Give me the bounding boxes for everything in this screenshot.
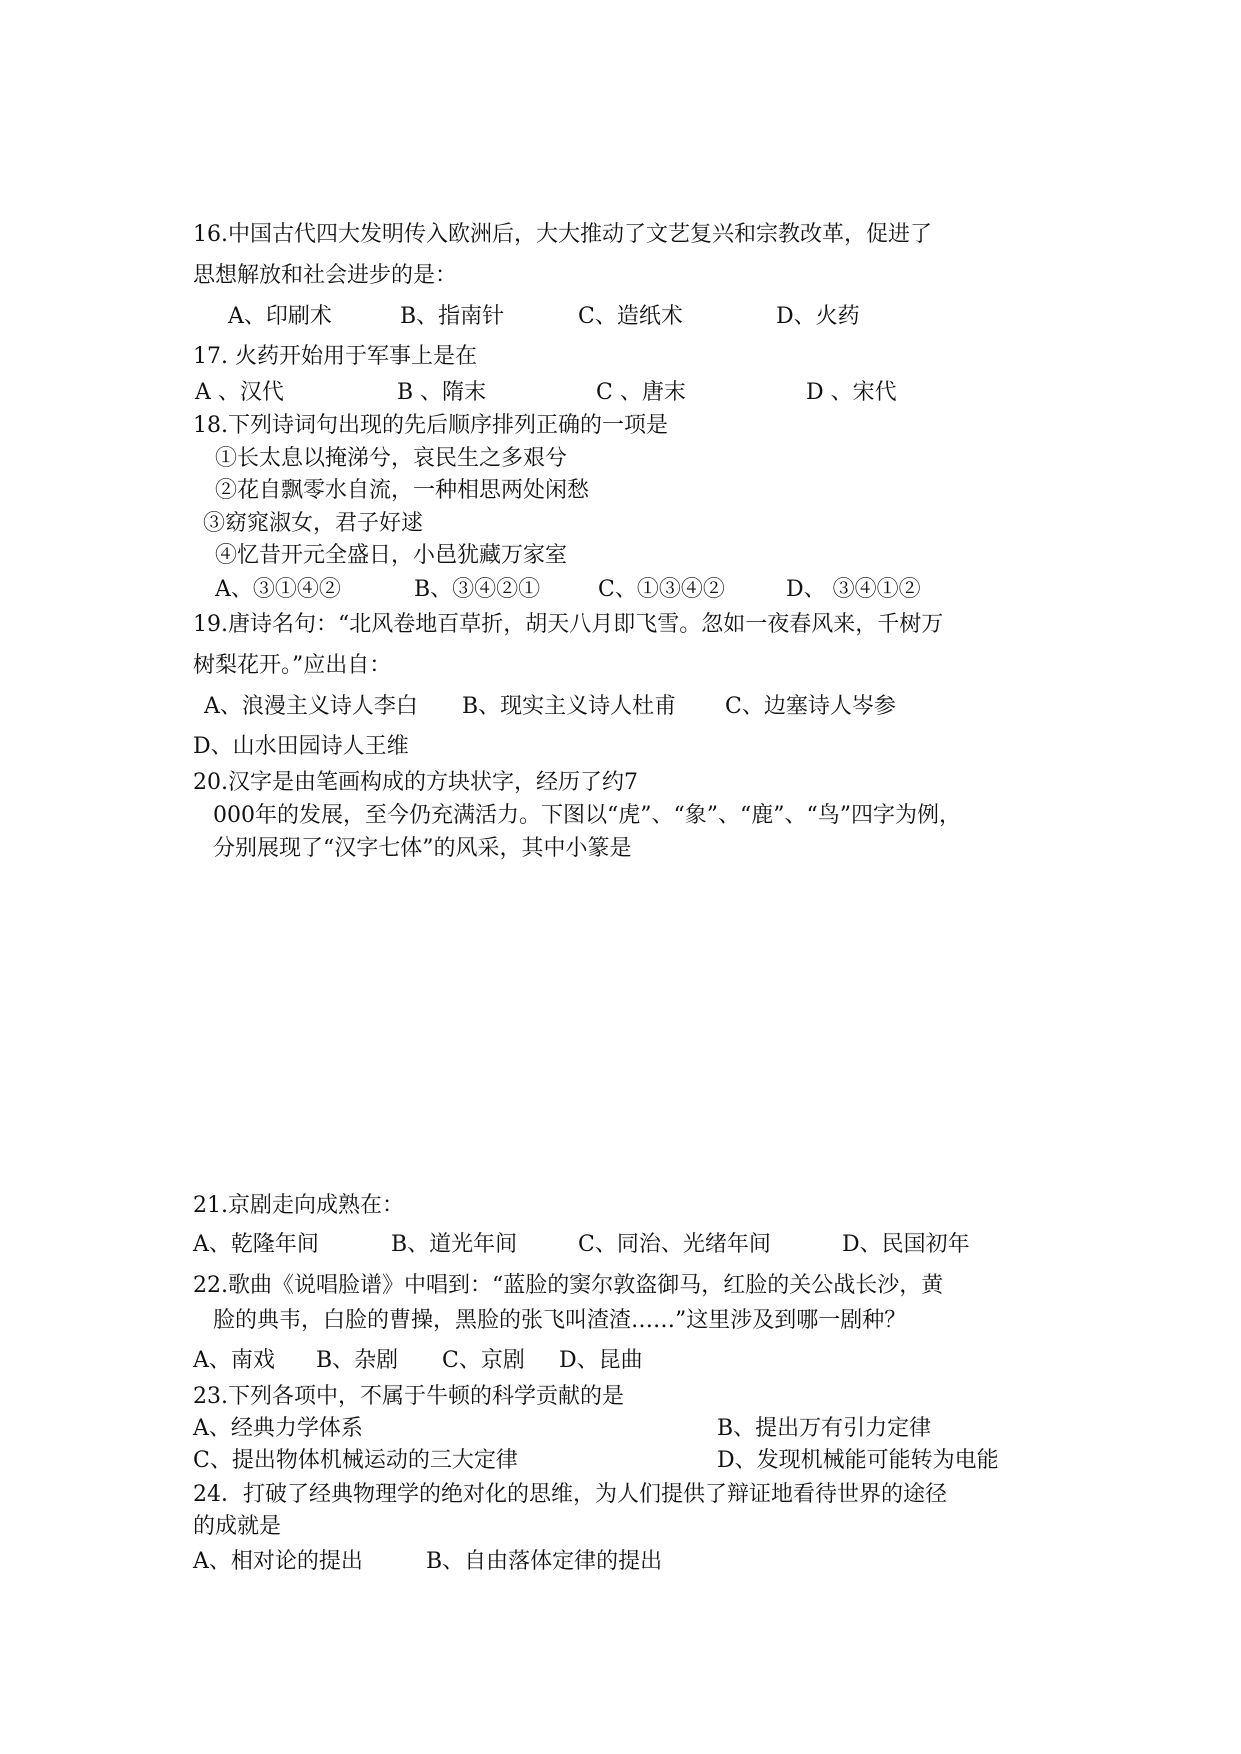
- question-18-stem: 18.下列诗词句出现的先后顺序排列正确的一项是: [193, 413, 668, 438]
- question-18-item-3: ③窈窕淑女，君子好逑: [203, 511, 424, 536]
- question-19-option-a: A、浪漫主义诗人李白: [204, 694, 418, 719]
- question-19-stem-line-1: 19.唐诗名句：“北风卷地百草折，胡天八月即飞雪。忽如一夜春风来，千树万: [193, 612, 944, 637]
- question-21-option-d: D、民国初年: [842, 1232, 970, 1257]
- question-16-option-a: A、印刷术: [228, 304, 332, 329]
- question-24-option-b: B、自由落体定律的提出: [426, 1549, 663, 1574]
- question-24-stem-line-1: 24．打破了经典物理学的绝对化的思维，为人们提供了辩证地看待世界的途径: [193, 1482, 947, 1507]
- question-22-stem-line-2: 脸的典韦，白脸的曹操，黑脸的张飞叫渣渣……”这里涉及到哪一剧种？: [213, 1308, 907, 1333]
- question-17-option-c: C 、唐末: [596, 380, 686, 405]
- question-17-option-d: D 、宋代: [806, 380, 897, 405]
- question-21-stem: 21.京剧走向成熟在：: [193, 1193, 404, 1218]
- question-22-option-a: A、南戏: [193, 1348, 275, 1373]
- question-19-option-b: B、现实主义诗人杜甫: [462, 694, 677, 719]
- question-22-stem-line-1: 22.歌曲《说唱脸谱》中唱到：“蓝脸的窦尔敦盗御马，红脸的关公战长沙，黄: [193, 1273, 944, 1298]
- question-20-stem-line-2: 000年的发展，至今仍充满活力。下图以“虎”、“象”、“鹿”、“鸟”四字为例，: [213, 803, 961, 828]
- question-17-option-a: A 、汉代: [195, 380, 284, 405]
- question-18-option-c: C、①③④②: [598, 577, 725, 602]
- question-23-option-c: C、提出物体机械运动的三大定律: [193, 1448, 518, 1473]
- question-21-option-a: A、乾隆年间: [193, 1232, 319, 1257]
- question-18-option-b: B、③④②①: [414, 577, 541, 602]
- question-23-option-b: B、提出万有引力定律: [717, 1416, 932, 1441]
- question-16-option-b: B、指南针: [400, 304, 505, 329]
- question-17-option-b: B 、隋末: [397, 380, 487, 405]
- question-21-option-b: B、道光年间: [391, 1232, 518, 1257]
- question-18-item-1: ①长太息以掩涕兮，哀民生之多艰兮: [215, 446, 568, 471]
- question-18-option-d: D、 ③④①②: [786, 577, 921, 602]
- question-23-stem: 23.下列各项中，不属于牛顿的科学贡献的是: [193, 1384, 624, 1409]
- question-20-stem-line-3: 分别展现了“汉字七体”的风采，其中小篆是: [213, 836, 632, 861]
- question-18-item-4: ④忆昔开元全盛日，小邑犹藏万家室: [215, 543, 568, 568]
- question-24-stem-line-2: 的成就是: [193, 1514, 282, 1539]
- question-16-option-c: C、造纸术: [578, 304, 683, 329]
- question-19-stem-line-2: 树梨花开。”应出自：: [193, 653, 392, 678]
- question-17-stem: 17. 火药开始用于军事上是在: [193, 344, 477, 369]
- question-24-option-a: A、相对论的提出: [193, 1549, 363, 1574]
- question-19-option-c: C、边塞诗人岑参: [725, 694, 896, 719]
- question-21-option-c: C、同治、光绪年间: [578, 1232, 771, 1257]
- question-16-stem-line-1: 16.中国古代四大发明传入欧洲后，大大推动了文艺复兴和宗教改革，促进了: [193, 222, 932, 247]
- question-16-stem-line-2: 思想解放和社会进步的是：: [193, 263, 458, 288]
- question-23-option-a: A、经典力学体系: [193, 1416, 363, 1441]
- question-19-option-d: D、山水田园诗人王维: [193, 734, 409, 759]
- question-18-item-2: ②花自飘零水自流，一种相思两处闲愁: [215, 478, 590, 503]
- question-22-option-c: C、京剧: [442, 1348, 525, 1373]
- question-20-stem-line-1: 20.汉字是由笔画构成的方块状字，经历了约7: [193, 770, 638, 795]
- question-16-option-d: D、火药: [776, 304, 860, 329]
- question-22-option-d: D、昆曲: [559, 1348, 643, 1373]
- question-23-option-d: D、发现机械能可能转为电能: [717, 1448, 999, 1473]
- question-18-option-a: A、③①④②: [215, 577, 341, 602]
- question-22-option-b: B、杂剧: [316, 1348, 399, 1373]
